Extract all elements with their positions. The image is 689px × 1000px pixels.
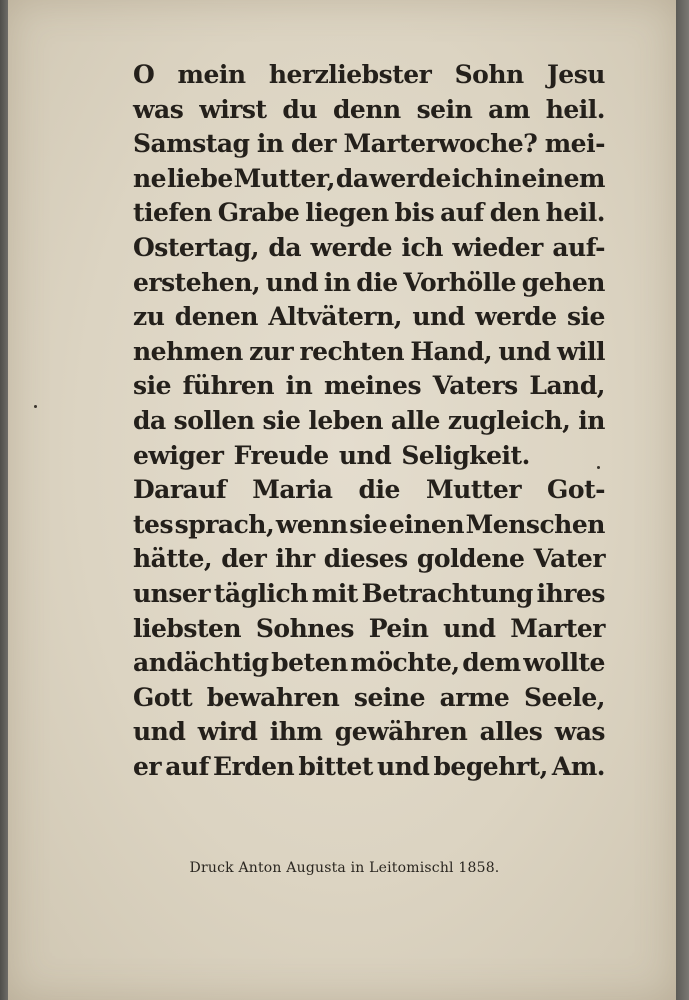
text-line: O mein herzliebster Sohn Jesu [133, 60, 605, 89]
printer-imprint: Druck Anton Augusta in Leitomischl 1858. [189, 860, 500, 876]
text-line: tes sprach, wenn sie einen Menschen [133, 509, 605, 539]
text-line: erstehen, und in die Vorhölle gehen [133, 267, 605, 297]
scan-right-edge [676, 0, 689, 1000]
text-line: tiefen Grabe liegen bis auf den heil. [133, 198, 605, 228]
text-line: Samstag in der Marterwoche? mei- [133, 129, 605, 159]
text-line: ewiger Freude und Seligkeit. [133, 440, 530, 470]
text-line: Ostertag, da werde ich wieder auf- [133, 232, 605, 262]
text-line: liebsten Sohnes Pein und Marter [133, 613, 605, 643]
text-line: er auf Erden bittet und begehrt, Am. [133, 751, 605, 781]
text-line: andächtig beten möchte, dem wollte [133, 648, 605, 678]
ink-speck [597, 466, 600, 469]
text-line: Gott bewahren seine arme Seele, [133, 682, 605, 712]
text-line: und wird ihm gewähren alles was [133, 717, 605, 747]
text-line: ne liebe Mutter, da werde ich in einem [133, 163, 605, 193]
text-line: sie führen in meines Vaters Land, [133, 371, 605, 401]
text-line: Darauf Maria die Mutter Got- [133, 475, 605, 505]
text-line: hätte, der ihr dieses goldene Vater [133, 544, 605, 574]
text-line: zu denen Altvätern, und werde sie [133, 302, 605, 332]
text-line: nehmen zur rechten Hand, und will [133, 336, 605, 366]
text-line: was wirst du denn sein am heil. [133, 94, 605, 124]
text-line: unser täglich mit Betrachtung ihres [133, 578, 605, 608]
ink-speck [34, 405, 37, 408]
prayer-text [133, 58, 605, 784]
scan-left-edge [0, 0, 8, 1000]
text-line: da sollen sie leben alle zugleich, in [133, 405, 605, 435]
